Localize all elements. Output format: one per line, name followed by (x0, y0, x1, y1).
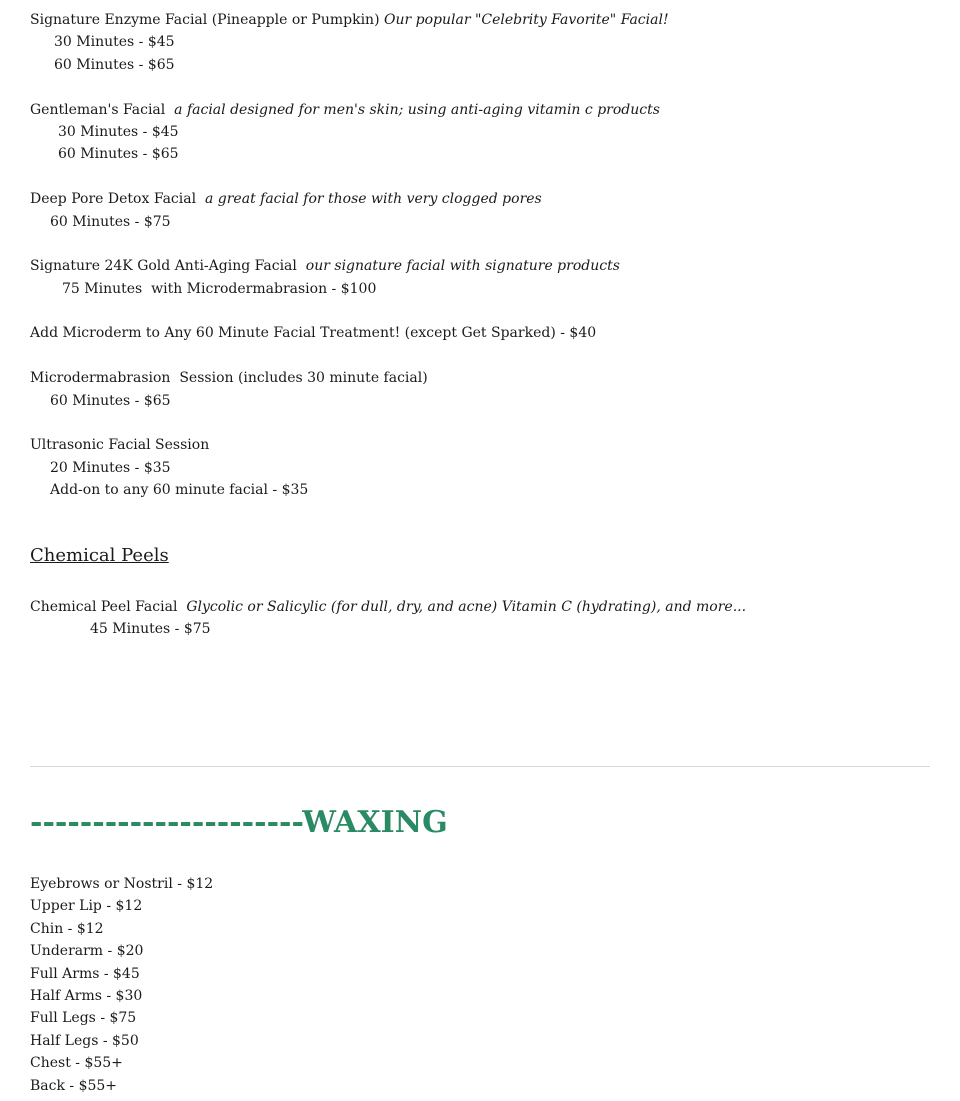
facial-item (30, 188, 930, 210)
facial-description: a facial designed for men's skin; using anti-aging vitamin c products (174, 101, 660, 118)
facial-option: 60 Minutes - $75 (50, 213, 171, 230)
chemical-peels-heading: Chemical Peels (30, 545, 169, 566)
waxing-item: Full Legs - $75 (30, 1010, 137, 1027)
facial-description: our signature facial with signature products (305, 258, 620, 275)
ultrasonic-option: Add-on to any 60 minute facial - $35 (50, 482, 309, 499)
facial-option: 75 Minutes with Microdermabrasion - $100 (62, 280, 377, 297)
chemical-peels-section (30, 596, 746, 641)
facial-option: 60 Minutes - $65 (54, 56, 175, 73)
facial-name: Signature Enzyme Facial (Pineapple or Pumpkin) (30, 12, 384, 28)
chemical-peel-item (30, 596, 746, 618)
facial-item (30, 255, 930, 277)
section-divider (30, 766, 930, 767)
facial-item (30, 9, 930, 31)
ultrasonic-name: Ultrasonic Facial Session (30, 437, 210, 454)
waxing-item: Chest - $55+ (30, 1055, 123, 1072)
facial-option: 30 Minutes - $45 (58, 123, 179, 140)
chemical-peel-name: Chemical Peel Facial (30, 599, 187, 615)
facial-option: 60 Minutes - $65 (58, 146, 179, 163)
waxing-item: Half Arms - $30 (30, 987, 143, 1004)
microderm-session-name: Microdermabrasion Session (includes 30 minute facial) (30, 370, 428, 387)
waxing-item: Back - $55+ (30, 1077, 118, 1094)
addon-microderm: Add Microderm to Any 60 Minute Facial Treatment! (except Get Sparked) - $40 (30, 325, 597, 342)
facial-name: Gentleman's Facial (30, 101, 175, 118)
facial-description: a great facial for those with very clogged pores (204, 191, 542, 208)
facial-name: Deep Pore Detox Facial (30, 191, 205, 208)
waxing-list (30, 873, 213, 1097)
facials-section (30, 0, 930, 502)
waxing-item: Eyebrows or Nostril - $12 (30, 876, 214, 892)
facial-item (30, 99, 930, 121)
chemical-peel-description: Glycolic or Salicylic (for dull, dry, and acne) Vitamin C (hydrating), and more... (186, 599, 747, 615)
waxing-item: Full Arms - $45 (30, 965, 140, 982)
microderm-session-option: 60 Minutes - $65 (50, 392, 171, 409)
ultrasonic-option: 20 Minutes - $35 (50, 459, 171, 476)
waxing-item: Underarm - $20 (30, 943, 144, 960)
waxing-item: Half Legs - $50 (30, 1032, 139, 1049)
facial-option: 30 Minutes - $45 (54, 34, 175, 51)
chemical-peel-option: 45 Minutes - $75 (90, 621, 211, 638)
facial-description: Our popular "Celebrity Favorite" Facial! (383, 12, 669, 28)
waxing-title: ----------------------WAXING (30, 805, 448, 840)
waxing-item: Chin - $12 (30, 920, 104, 937)
facial-name: Signature 24K Gold Anti-Aging Facial (30, 258, 306, 275)
waxing-item: Upper Lip - $12 (30, 898, 143, 915)
